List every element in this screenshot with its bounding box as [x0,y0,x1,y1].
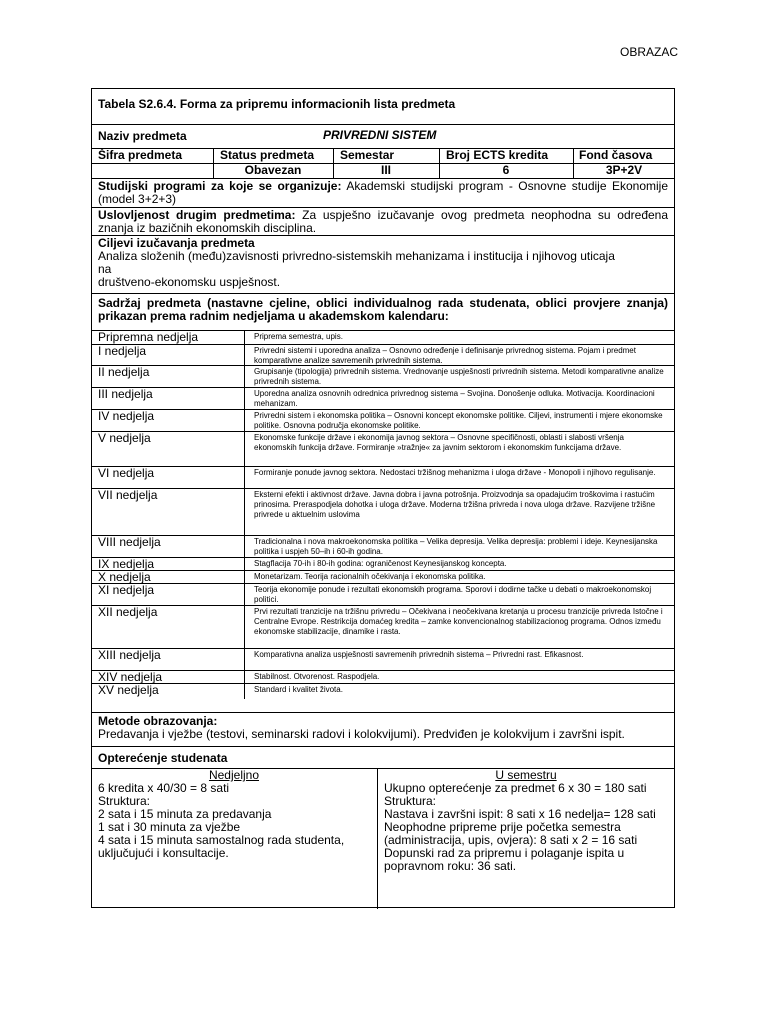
conditionality-paragraph [92,209,674,235]
week-divider [244,345,245,366]
week-content: Teorija ekonomije ponude i rezultati ekonomskih programa. Sporovi i dodirne tačke u debati o makroekonomskoj politici. [254,585,652,604]
weekly-heading: Nedjeljno [208,768,260,782]
week-label: XI nedjelja [98,583,155,597]
week-row [92,583,674,605]
week-divider [244,366,245,388]
subject-name: PRIVREDNI SISTEM [323,128,437,142]
week-divider [244,489,245,536]
week-divider [244,606,245,649]
week-label: IV nedjelja [98,409,155,423]
conditionality-row [92,207,674,235]
info-value-row [92,163,674,178]
goals-row [92,235,674,293]
week-row [92,488,674,535]
weekly-line: 1 sat i 30 minuta za vježbe [98,820,241,834]
week-label: V nedjelja [98,431,151,445]
content-heading: Sadržaj predmeta (nastavne cjeline, oblici individualnog rada studenata, oblici provjere znanja) prikazan prema radnim nedjeljama u akademskom kalendaru: [98,296,668,323]
week-row [92,570,674,583]
semester-line: Dopunski rad za pripremu i polaganje ispita u popravnom roku: 36 sati. [384,846,625,873]
week-content: Standard i kvalitet života. [254,685,343,694]
week-row [92,344,674,365]
week-row [92,605,674,648]
workload-label: Opterećenje studenata [98,751,228,765]
week-row [92,365,674,387]
conditionality-label: Uslovljenost drugim predmetima: [98,208,296,222]
week-row [92,409,674,431]
semester-line: Nastava i završni ispit: 8 sati x 16 nedelja= 128 sati [384,807,656,821]
week-label: XIV nedjelja [98,670,163,684]
week-content: Priprema semestra, upis. [254,332,343,341]
week-row [92,466,674,488]
semester-value: III [380,163,391,177]
week-label: VI nedjelja [98,466,155,480]
week-divider [244,467,245,489]
week-row [92,683,674,698]
methods-label: Metode obrazovanja: [98,714,218,728]
week-label: XII nedjelja [98,605,158,619]
week-content: Ekonomske funkcije države i ekonomija javnog sektora – Osnovne specifičnosti, oblasti i slabosti vršenja ekonomskih funkcija države. Formiranje »tražnje« za javnim sektorom i ekonomskim funkcijama države. [254,433,624,452]
week-row [92,330,674,344]
week-label: XIII nedjelja [98,648,161,662]
week-content: Monetarizam. Teorija racionalnih očekivanja i ekonomska politika. [254,572,486,581]
week-content: Grupisanje (tipologija) privrednih sistema. Vrednovanje uspješnosti privrednih sistema. Metodi komparativne analize privrednih sistema. [254,367,664,386]
methods-row [92,712,674,746]
programs-text: Akademski studijski program - Osnovne studije Ekonomije (model 3+2+3) [98,179,669,206]
goals-line-3: društveno-ekonomsku uspješnost. [98,275,281,289]
week-content: Stabilnost. Otvorenost. Raspodjela. [254,672,380,681]
week-divider [244,410,245,432]
week-row [92,557,674,570]
programs-row [92,178,674,207]
week-divider [244,684,245,699]
week-label: I nedjelja [98,344,147,358]
semester-line: Struktura: [384,794,437,808]
week-content: Formiranje ponude javnog sektora. Nedostaci tržišnog mehanizma i uloga države - Monopoli i njihovo regulisanje. [254,468,656,477]
week-divider [244,584,245,606]
subject-info-table [91,88,675,908]
code-header: Šifra predmeta [98,148,183,162]
hours-header: Fond časova [579,148,653,162]
week-content: Privredni sistemi i uporedna analiza – Osnovno određenje i definisanje privrednog sistema. Pojam i predmet komparativne analize savremenih privrednih sistema. [254,346,636,365]
form-label: OBRAZAC [619,45,678,59]
week-content: Prvi rezultati tranzicije na tržišnu privredu – Očekivana i neočekivana kretanja u procesu tranzicije privreda Istočne i Centralne Evrope. Restrikcija domaćeg kredita – zamke konvencionalnog stabilizacionog programa. Odnos između ekonomske stabilizacije, dinamike i rasta. [254,607,663,636]
content-heading-row [92,293,674,330]
week-divider [244,649,245,671]
semester-header: Semestar [340,148,395,162]
week-label: IX nedjelja [98,557,155,571]
programs-paragraph [92,180,674,206]
workload-label-row [92,746,674,768]
weekly-line: 6 kredita x 40/30 = 8 sati [98,781,230,795]
week-divider [244,432,245,467]
week-divider [244,388,245,410]
week-label: VII nedjelja [98,488,158,502]
table-title: Tabela S2.6.4. Forma za pripremu informacionih lista predmeta [98,97,456,111]
methods-text: Predavanja i vježbe (testovi, seminarski radovi i kolokvijumi). Predviđen je kolokvijum i završni ispit. [98,727,625,741]
week-label: III nedjelja [98,387,153,401]
semester-workload [378,769,674,873]
week-content: Komparativna analiza uspješnosti savremenih privrednih sistema – Privredni rast. Efikasnost. [254,650,584,659]
weekly-line: 2 sata i 15 minuta za predavanja [98,807,272,821]
subject-name-row [92,124,674,148]
week-content: Stagflacija 70-ih i 80-ih godina: ograničenost Keynesijanskog koncepta. [254,559,507,568]
goals-label: Ciljevi izučavanja predmeta [98,236,255,250]
weekly-workload [92,769,376,860]
week-row [92,387,674,409]
workload-row [92,768,674,908]
info-divider-4 [573,148,574,178]
week-label: II nedjelja [98,365,150,379]
ects-value: 6 [502,163,510,177]
week-label: VIII nedjelja [98,535,161,549]
week-row [92,670,674,683]
weekly-line: Struktura: [98,794,151,808]
weekly-lines [92,782,376,860]
goals-line-1: Analiza složenih (među)zavisnosti privredno-sistemskih mehanizama i institucija i njihovog uticaja [98,249,615,263]
info-divider-3 [439,148,440,178]
semester-heading: U semestru [495,768,557,782]
subject-name-label: Naziv predmeta [98,129,187,143]
semester-line: Neophodne pripreme prije početka semestra (administracija, upis, ovjera): 8 sati x 2 = 16 sati [384,820,638,847]
week-label: X nedjelja [98,570,151,584]
conditionality-text: Za uspješno izučavanje ovog predmeta neophodna su određena znanja iz bazičnih ekonomskih disciplina. [98,208,669,235]
hours-value: 3P+2V [605,163,643,177]
week-divider [244,536,245,558]
week-divider [244,331,245,345]
week-content: Uporedna analiza osnovnih odrednica privrednog sistema – Svojina. Donošenje odluka. Motivacija. Koordinacioni mehanizam. [254,389,655,408]
ects-header: Broj ECTS kredita [446,148,549,162]
week-content: Privredni sistem i ekonomska politika – Osnovni koncept ekonomske politike. Ciljevi, instrumenti i mjere ekonomske politike. Osnovna područja ekonomske politike. [254,411,663,430]
status-header: Status predmeta [220,148,315,162]
week-row [92,431,674,466]
goals-line-2: na [98,262,112,276]
week-row [92,648,674,670]
week-label: Pripremna nedjelja [98,330,199,344]
info-divider-1 [213,148,214,178]
week-row [92,535,674,557]
info-divider-2 [333,148,334,178]
week-label: XV nedjelja [98,683,159,697]
week-content: Tradicionalna i nova makroekonomska politika – Velika depresija. Velika depresija: problemi i ideje. Keynesijanska politika i uspjeh 50–ih i 60-ih godina. [254,537,658,556]
semester-lines [378,782,674,873]
info-header-row [92,148,674,163]
weekly-line: 4 sata i 15 minuta samostalnog rada studenta, uključujući i konsultacije. [98,833,345,860]
week-content: Eksterni efekti i aktivnost države. Javna dobra i javna potrošnja. Proizvodnja sa opadajućim troškovima i rastućim prinosima. Preraspodjela dohotka i uloga države. Moderna tržišna privreda i nova uloga države. Razvijene tržišne privrede u aktuelnim uslovima [254,490,656,519]
status-value: Obavezan [244,163,302,177]
semester-line: Ukupno opterećenje za predmet 6 x 30 = 180 sati [384,781,647,795]
table-title-row [92,89,674,124]
programs-label: Studijski programi za koje se organizuje: [98,179,342,193]
